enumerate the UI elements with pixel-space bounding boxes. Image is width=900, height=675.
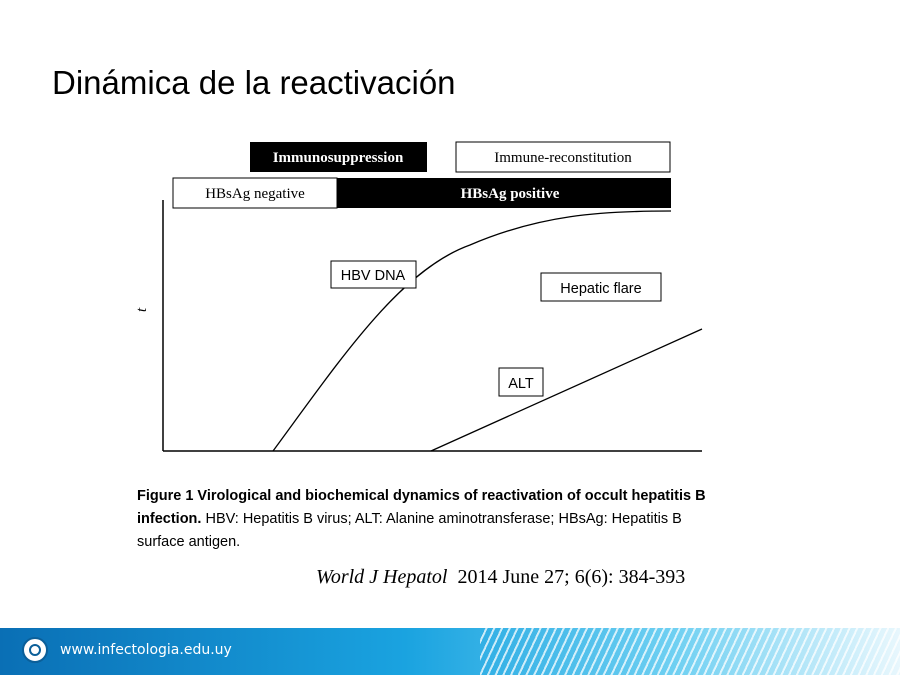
immune-reconstitution-box [456,142,670,172]
citation-details: 2014 June 27; 6(6): 384-393 [457,566,686,588]
footer-bar [0,628,900,675]
immunosuppression-box [250,142,427,172]
alt-curve [431,329,702,451]
slide-title: Dinámica de la reactivación [52,64,456,101]
footer-hatch-decoration [480,628,900,675]
figure-caption-body: HBV: Hepatitis B virus; ALT: Alanine aminotransferase; HBsAg: Hepatitis B surface antigen. [137,511,682,550]
hbsag-negative-label: HBsAg negative [205,186,305,202]
figure-caption [137,485,717,554]
y-axis-label: t [134,307,150,312]
hepatic-flare-label-box [541,273,661,301]
citation [316,566,685,589]
figure-caption-title: Figure 1 Virological and biochemical dynamics of reactivation of occult hepatitis B infection. [137,488,706,527]
hepatic-flare-label: Hepatic flare [560,281,642,297]
hbsag-positive-box [337,178,671,208]
hbsag-negative-box [173,178,337,208]
hbsag-positive-label: HBsAg positive [460,186,560,202]
footer-url[interactable]: www.infectologia.edu.uy [60,642,232,658]
immune-reconstitution-label: Immune-reconstitution [494,150,632,166]
citation-journal: World J Hepatol [316,566,448,588]
alt-label: ALT [508,376,534,392]
institution-logo-icon [22,637,48,663]
hbv-dna-label-box [331,261,416,288]
alt-label-box [499,368,543,396]
hbv-dna-curve [273,211,671,451]
immunosuppression-label: Immunosuppression [272,150,404,166]
hbv-dna-label: HBV DNA [340,268,406,284]
